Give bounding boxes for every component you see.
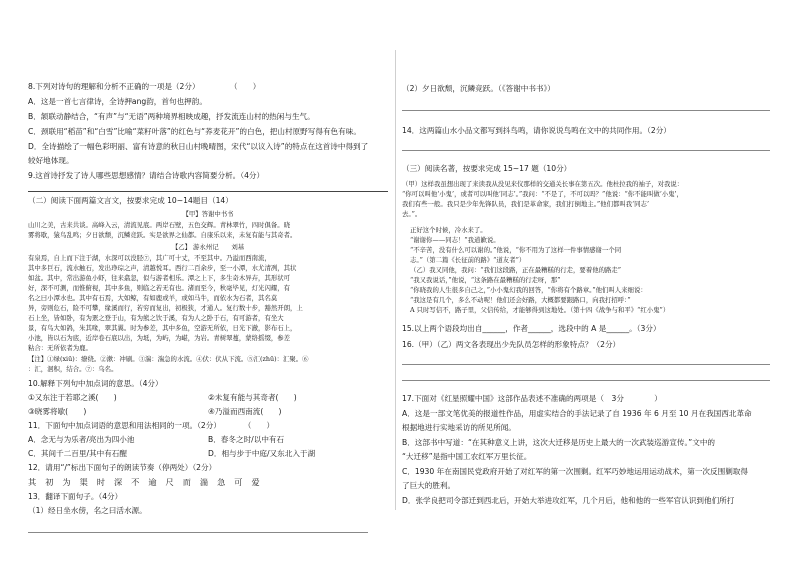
yi-line-5: 名之曰小潭水也。其中有石焉，大如鲸，有如鹿或羊，或如马牛，而依水为石者，其名莫 bbox=[28, 294, 278, 302]
s3-jia-line-4: 去。”。 bbox=[402, 210, 422, 218]
divider bbox=[28, 191, 388, 192]
q17-option-c-cont: 了巨大的胜利。 bbox=[402, 481, 456, 490]
q13-item-1: （1）经日坐水傍，名之曰活水源。 bbox=[28, 506, 147, 515]
answer-line bbox=[402, 364, 770, 365]
yi-line-2: 其中多巨石，流水触石，发出琤琮之声，清越悦耳。西行二百余步，至一小潭，水尤清冽，其状 bbox=[28, 264, 297, 272]
s3-line-4: 志。”（第二篇《长征前的路》“道友者”） bbox=[410, 256, 526, 264]
q17-option-c: C．1930 年在南国民党政府开始了对红军的第一次围剿。红军巧妙地运用运动战术，第一次反围剿取得 bbox=[402, 467, 748, 476]
notes: 【注】①绿(xiū)：缭绕。②漱：冲刷。③湍：湍急的水流。④伏：伏从下流。⑤汇(zhū)：汇聚。⑥ bbox=[28, 355, 309, 363]
q8-option-b: B．颔联动静结合，“有声”与“无语”两种境界相映成趣，抒发流连山村的热闲与生气。 bbox=[28, 112, 315, 121]
q10-stem: 10.解释下列句中加点词的意思。（4分） bbox=[28, 379, 163, 388]
jia-line-2: 雾将歇，猿鸟乱鸣；夕日欲颓，沉鳞竞跃。实是欲界之仙都。自康乐以来，未复有能与其奇者。 bbox=[28, 231, 297, 239]
q9-question: 9.这首诗抒发了诗人哪些思想感情？请结合诗歌内容简要分析。（4分） bbox=[28, 171, 265, 180]
q17-option-a: A．这是一部文笔优美的报道性作品，用虚实结合的手法记录了自 1936 年 6 月至 10 月在我国西北革命 bbox=[402, 409, 752, 418]
s3-line-8: “我这是有几个，多么不动呢！他们还会好路，大概都要跟路口，向我打招呼：” bbox=[410, 296, 631, 304]
yi-line-9: 小池，皆以石为底，近岸卷石底以出，为坻，为屿，为嵁，为岩。青树翠蔓，蒙络摇缀，参差 bbox=[28, 334, 291, 342]
q13-item-2: （2）夕日欲颓，沉鳞竞跃。（《答谢中书书》） bbox=[402, 84, 555, 93]
q17-option-b: B．这部书中写道：“在其种意义上讲，这次大迁移是历史上最大的一次武装巡游宣传。”文中的 bbox=[402, 438, 716, 447]
q8-option-d: D．全诗描绘了一幅色彩明丽、富有诗意的秋日山村晚晴图，宋代“以议入诗”的特点在这首诗中得到了 bbox=[28, 142, 369, 151]
q17-option-b-cont: “大迁移”是指中国工农红军万里长征。 bbox=[402, 452, 532, 461]
section2-header: （二）阅读下面两篇文言文，按要求完成 10~14题目（14） bbox=[28, 196, 233, 205]
yi-title: 【乙】 游永州记 刘基 bbox=[171, 243, 245, 251]
q10-item-2: ②未复有能与其奇者( ) bbox=[208, 393, 297, 402]
q10-item-1: ①又东注于若耶之溪( ) bbox=[28, 393, 117, 402]
q12-sentence: 其 初 为 渠 时 深 不 逾 尺 而 湍 急 可 爱 bbox=[28, 477, 263, 487]
answer-line bbox=[28, 532, 368, 533]
section3-header: （三）阅读名著，按要求完成 15~17 题（10分） bbox=[402, 164, 572, 173]
q11-option-d: D．相与步于中庭/又东北入于湖 bbox=[208, 449, 316, 458]
notes-cont: ：汇，洄积，结合。⑦：乌名。 bbox=[28, 365, 118, 373]
q11-option-c: C．其间千二百里/其中有石醒 bbox=[28, 449, 127, 458]
q8-option-d-cont: 较好地体现。 bbox=[28, 156, 74, 165]
s3-line-6: “我又我说话，”他说，“这条路在最糟糕的行走呀，那” bbox=[410, 276, 561, 284]
q11-stem: 11．下面句中加点词语的意思和用法相同的一项。（2分） （ ） bbox=[28, 421, 275, 430]
yi-line-7: 石上坐，皆如卧，有为罴之登于山，有为熊之饮于溪，有为人之卧于石，有可游者，有坐大 bbox=[28, 314, 284, 322]
q17-option-a-cont: 根据地进行实地采访的所见所闻。 bbox=[402, 423, 516, 432]
answer-line bbox=[402, 110, 770, 111]
column-divider bbox=[395, 50, 396, 510]
yi-line-3: 如盆。其中，常出游鱼小虾，往来翕忽，似与游者相乐。潭之上下，多生奇木异卉，其形状可 bbox=[28, 274, 291, 282]
q8-option-c: C．颈联用“稻苗”和“白雪”比喻“菜籽叶落”的红色与“荞麦花开”的白色，把山村原野写得有色有味。 bbox=[28, 127, 361, 136]
jia-title: 【甲】答谢中书书 bbox=[182, 210, 234, 218]
yi-line-6: 异，旁则危石，险不可攀，缘溪而行，若穷而复出，初极狭，才通人。复行数十步，豁然开朗，上 bbox=[28, 304, 303, 312]
q16-question: 16.（甲）（乙）两文各表现出少先队员怎样的形象特点？（2分） bbox=[402, 340, 621, 349]
s3-line-2: “谢谢你——同志！”我道歉说。 bbox=[410, 236, 500, 244]
s3-line-3: “不辛苦，没有什么可以谢的。”他说，“你不用为了这样一件事情感谢一个同 bbox=[410, 246, 622, 254]
q10-item-3: ③晓雾将歇( ) bbox=[28, 407, 87, 416]
s3-line-7: “你晓我的人生很多自己之，”小小鬼幻我的回答，“你将有个路章。”他们叫人来细说： bbox=[410, 286, 647, 294]
s3-line-1: 正好这个时候，冷水来了。 bbox=[410, 226, 487, 234]
yi-line-1: 有泉焉，自上而下注于湖，水深可以没胫⑦，其广可十丈，不至其中。乃溢而西南流， bbox=[28, 254, 271, 262]
s3-line-5: （乙）我又同他，我问：“我们这段路，正在最糟糕的行走，要着他的路走” bbox=[410, 266, 622, 274]
jia-line-1: 山川之美，古来共谈。高峰入云，清流见底。两岸石壁，五色交辉。青林翠竹，四时俱备。晓 bbox=[28, 221, 291, 229]
answer-line bbox=[402, 380, 770, 381]
yi-line-4: 好，深不可测，而惟俯视，其中多鱼，则临之若无有也。渚而至今，秋毫毕见，灯光闪耀，有 bbox=[28, 284, 291, 292]
answer-line bbox=[402, 150, 770, 151]
q8-option-a: A．这是一首七言律诗，全诗押ang韵，首句也押韵。 bbox=[28, 97, 207, 106]
q17-option-d: D．张学良把司令部迁到西北后，开始大举进攻红军，几个月后，他和他的一些军官认识到他们所打 bbox=[402, 496, 735, 505]
yi-line-10: 粘合：无所依者为鹿。 bbox=[28, 344, 92, 352]
q10-item-4: ④乃溢而西南流( ) bbox=[208, 407, 282, 416]
q17-stem: 17.下面对《红星照耀中国》这部作品表述不准确的两项是（ 3分 ） bbox=[402, 394, 662, 403]
q14-question: 14．这两篇山水小品文都写到抖鸟鸣，请你说说鸟鸣在文中的共同作用。（2分） bbox=[402, 126, 671, 135]
s3-jia-line-3: 我们有些一般。我只是少年先锋队员，我们是革命家，我们打倒地主。”他们都叫我‘同志’ bbox=[402, 200, 649, 208]
q11-option-a: A．念无与为乐者/亮出为四小池 bbox=[28, 435, 135, 444]
q12-stem: 12．请用“/”标出下面句子的朗读节奏（停两处）（2分） bbox=[28, 463, 217, 472]
q13-stem: 13．翻译下面句子。（4分） bbox=[28, 492, 123, 501]
s3-jia-line-1: （甲）这样我虽想出现了来读我从没见来仪那样的交通关长事在第五次。他杜拉我的袖子，对我说： bbox=[402, 180, 684, 188]
s3-line-9: A 只时写信不，路子里，父信传给，才能够得到这地处。（第十四《战争与和平》“红小鬼”） bbox=[410, 306, 670, 314]
yi-line-8: 景，有鸟大如鸽，朱其喙，翠其翼。时为参差，其中多鱼，空游无所依，日光下澈，影布石上， bbox=[28, 324, 297, 332]
s3-jia-line-2: “你可以叫他‘小鬼’，或者可以叫他‘同志’。”我问：“不是了，不可以吗？”他说：“你不能叫做‘小鬼’， bbox=[402, 190, 683, 198]
q8-stem: 8.下列对诗句的理解和分析不正确的一项是（2分） （ ） bbox=[28, 82, 261, 91]
q11-option-b: B．春冬之时/以中有石 bbox=[208, 435, 285, 444]
q15-question: 15.以上两个语段均出自______，作者______，选段中的 A 是______。（3分） bbox=[402, 324, 661, 333]
